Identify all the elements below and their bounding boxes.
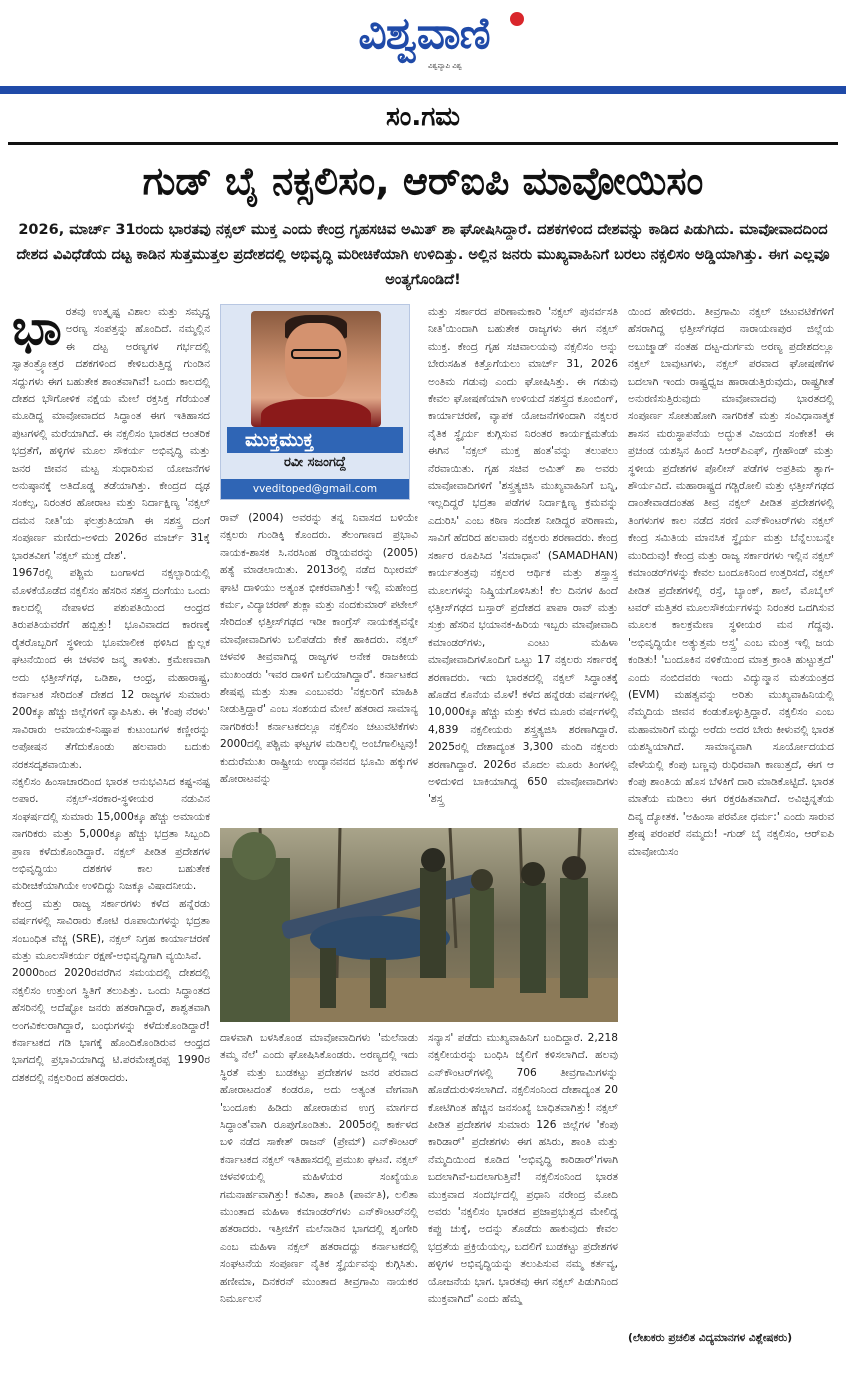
column-title: ಮುಕ್ತಮುಕ್ತ — [227, 427, 403, 453]
paragraph: ಮತ್ತು ಸರ್ಕಾರದ ಪರಿಣಾಮಕಾರಿ 'ನಕ್ಸಲ್ ಪುನರ್ವಸತಿ ನೀತಿ'ಯಿಂದಾಗಿ ಬಹುತೇಕ ರಾಜ್ಯಗಳು ಈಗ ನಕ್ಸಲ್ ಮುಕ್ತ. ಕೇಂದ್ರ ಗೃಹ ಸಚಿವಾಲಯವು ನಕ್ಸಲಿಸಂ ಅನ್ನು ಬೇರುಸಹಿತ ಕಿತ್ತೊಗೆಯಲು ಮಾರ್ಚ್ 31, 2026 ಅಂತಿಮ ಗಡುವು ಎಂದು ಘೋಷಿಸಿತ್ತು. ಈ ಗಡುವು ಕೇವಲ ಘೋಷಣೆಯಾಗಿ ಉಳಿಯದೆ ಸಶಸ್ತ್ರದ ಕೂಂಬಿಂಗ್, ಕಾರ್ಯಾಚರಣೆ, ವ್ಯಾಪಕ ಯೋಜನೆಗಳಿಂದಾಗಿ ನಕ್ಸಲರ ನೈತಿಕ ಸ್ಥೈರ್ಯ ಕುಗ್ಗಿಸುವ ನಿರಂತರ ಕಾರ್ಯಕ್ಷಮತೆಯ ಈಗಿನ 'ನಕ್ಸಲ್ ಮುಕ್ತ ಹಂತ'ವನ್ನು ತಲುಪಲು ನೆರವಾಯಿತು. ಗೃಹ ಸಚಿವ ಅಮಿತ್ ಶಾ ಅವರು ಮಾವೋವಾದಿಗಳಿಗೆ 'ಶಸ್ತ್ರತ್ಯಜಿಸಿ ಮುಖ್ಯವಾಹಿನಿಗೆ ಬನ್ನಿ, ಇಲ್ಲದಿದ್ದರೆ ಭದ್ರತಾ ಪಡೆಗಳ ನಿರ್ದಾಕ್ಷಿಣ್ಯ ಕ್ರಮವನ್ನು ಎದುರಿಸಿ' ಎಂಬ ಕಠಿಣ ಸಂದೇಶ ನೀಡಿದ್ದರ ಪರಿಣಾಮ, ಸಾವಿಗೆ ಹೆದರಿದ ಹಲವಾರು ನಕ್ಸಲರು ಶರಣಾದರು. ಕೇಂದ್ರ ಸರ್ಕಾರ ರೂಪಿಸಿದ 'ಸಮಾಧಾನ' (SAMADHAN) ಕಾರ್ಯತಂತ್ರವು ನಕ್ಸಲರ ಆರ್ಥಿಕ ಮತ್ತು ಶಸ್ತ್ರಾಸ್ತ್ರ ಮೂಲಗಳನ್ನು ನಿಷ್ಕ್ರಿಯಗೊಳಿಸಿತು! ಕೆಲ ದಿನಗಳ ಹಿಂದೆ ಛತ್ತೀಸ್‌ಗಢದ ಬಸ್ತಾರ್ ಪ್ರದೇಶದ ಪಾಪಾ ರಾವ್ ಮತ್ತು ಸುಕ್ರು ಹೆಸರಿನ ಭಯಾನಕ-ಹಿರಿಯ ಇಬ್ಬರು ಮಾವೋವಾದಿ ಕಮಾಂಡರ್‌ಗಳು, ಎಂಟು ಮಹಿಳಾ ಮಾವೋವಾದಿಗಳೊಂದಿಗೆ ಒಟ್ಟು 17 ನಕ್ಸಲರು ಸರ್ಕಾರಕ್ಕೆ ಶರಣಾದರು. ಇದು ಭಾರತದಲ್ಲಿ ನಕ್ಸಲ್ ಸಿದ್ಧಾಂತಕ್ಕೆ ಹೊಡೆದ ಕೊನೆಯ ಮೊಳೆ! ಕಳೆದ ಹನ್ನೆರಡು ವರ್ಷಗಳಲ್ಲಿ 10,000ಕ್ಕೂ ಹೆಚ್ಚು ಮತ್ತು ಕಳೆದ ಮೂರು ವರ್ಷಗಳಲ್ಲಿ 4,839 ನಕ್ಸಲೀಯರು ಶಸ್ತ್ರತ್ಯಜಿಸಿ ಶರಣಾಗಿದ್ದಾರೆ. 2025ರಲ್ಲಿ ದೇಶಾದ್ಯಂತ 3,300 ಮಂದಿ ನಕ್ಸಲರು ಶರಣಾಗಿದ್ದಾರೆ. 2026ರ ಮೊದಲ ಮೂರು ತಿಂಗಳಲ್ಲಿ ಅಳಿದುಳಿದ ಬಾಕಿಯಾಗಿದ್ದ 650 ಮಾವೋವಾದಿಗಳು 'ಶಸ್ತ್ರ — [428, 306, 618, 806]
paragraph: 1967ರಲ್ಲಿ ಪಶ್ಚಿಮ ಬಂಗಾಳದ ನಕ್ಸಲ್ಬಾರಿಯಲ್ಲಿ ಮೊಳಕೆಯೊಡೆದ ನಕ್ಸಲಿಸಂ ಹೆಸರಿನ ಸಶಸ್ತ್ರ ದಂಗೆಯು ಒಂದು ಕಾಲದಲ್ಲಿ ನೇಪಾಳದ ಪಶುಪತಿಯಿಂದ ಆಂಧ್ರದ ತಿರುಪತಿಯವರೆಗೆ ಹಬ್ಬಿತ್ತು! ಭೂವಿವಾದದ ಕಾರಣಕ್ಕೆ ರೈತರೊಬ್ಬರಿಗೆ ಸ್ಥಳೀಯ ಭೂಮಾಲೀಕ ಥಳಿಸಿದ ಕ್ಷುಲ್ಲಕ ಘಟನೆಯಿಂದ ಈ ಚಳವಳಿ ಜನ್ಮ ತಾಳಿತು. ಕ್ರಮೇಣವಾಗಿ ಅದು ಛತ್ತೀಸ್‌ಗಢ, ಒಡಿಶಾ, ಆಂಧ್ರ, ಮಹಾರಾಷ್ಟ್ರ, ಕರ್ನಾಟಕ ಸೇರಿದಂತೆ ದೇಶದ 12 ರಾಜ್ಯಗಳ ಸುಮಾರು 200ಕ್ಕೂ ಹೆಚ್ಚು ಜಿಲ್ಲೆಗಳಿಗೆ ವ್ಯಾಪಿಸಿತು. ಈ 'ಕೆಂಪು ನೆರಳು' ಸಾವಿರಾರು ಅಮಾಯಕ-ನಿಷ್ಪಾಪ ಕುಟುಂಬಗಳ ಕಣ್ಣೀರನ್ನು ಅಪೋಷನ ತೆಗೆದುಕೊಂಡು ಹಲವಾರು ಬದುಕು ನರಕಸದೃಶವಾಯಿತು. — [12, 567, 210, 771]
article-column-1 — [12, 304, 210, 1366]
paragraph: ದಾಳವಾಗಿ ಬಳಸಿಕೊಂಡ ಮಾವೋವಾದಿಗಳು 'ಮಲೆನಾಡು ತಮ್ಮ ನೆಲೆ' ಎಂದು ಘೋಷಿಸಿಕೊಂಡರು. ಅರಣ್ಯದಲ್ಲಿ ಇದು ಸ್ಥಿರತೆ ಮತ್ತು ಬುಡಕಟ್ಟು ಪ್ರದೇಶಗಳ ಜನರ ಪರವಾದ ಹೋರಾಟದಂತೆ ಕಂಡರೂ, ಅದು ಅತ್ಯಂತ ವೇಗವಾಗಿ 'ಬಂದೂಕು ಹಿಡಿದು ಹೋರಾಡುವ ಉಗ್ರ ಮಾರ್ಗದ ಸಿದ್ಧಾಂತ'ವಾಗಿ ರೂಪುಗೊಂಡಿತು. 2005ರಲ್ಲಿ ಕಾರ್ಕಳದ ಬಳಿ ನಡೆದ ಸಾಕೇತ್ ರಾಜನ್ (ಪ್ರೇಮ್) ಎನ್‌ಕೌಂಟರ್ ಕರ್ನಾಟಕದ ನಕ್ಸಲ್ ಇತಿಹಾಸದಲ್ಲಿ ಪ್ರಮುಖ ಘಟನೆ. ನಕ್ಸಲ್ ಚಳವಳಿಯಲ್ಲಿ ಮಹಿಳೆಯರ ಸಂಖ್ಯೆಯೂ ಗಮನಾರ್ಹವಾಗಿತ್ತು! ಕವಿತಾ, ಶಾಂತಿ (ಪಾರ್ವತಿ), ಲಲಿತಾ ಮುಂತಾದ ಮಹಿಳಾ ಕಮಾಂಡರ್‌ಗಳು ಎನ್‌ಕೌಂಟರ್‌ನಲ್ಲಿ ಹತರಾದರು. ಇತ್ತೀಚೆಗೆ ಮಲೆನಾಡಿನ ಭಾಗದಲ್ಲಿ ಶೃಂಗೇರಿ ಎಂಬ ಮಹಿಳಾ ನಕ್ಸಲ್ ಹತರಾದದ್ದು ಕರ್ನಾಟಕದಲ್ಲಿ ಸಂಘಟನೆಯ ಸಂಪೂರ್ಣ ನೈತಿಕ ಸ್ಥೈರ್ಯವನ್ನು ಕುಗ್ಗಿಸಿತು. ಹಣೀಮಾ, ದಿನಕರನ್ ಮುಂತಾದ ತೀವ್ರಗಾಮಿ ನಾಯಕರ ನಿರ್ಮೂಲನೆ — [220, 1032, 418, 1306]
paragraph: ಯಿಂದ ಹೇಳಿದರು. ತೀವ್ರಗಾಮಿ ನಕ್ಸಲ್ ಚಟುವಟಿಕೆಗಳಿಗೆ ಹೆಸರಾಗಿದ್ದ ಛತ್ತೀಸ್‌ಗಢದ ನಾರಾಯಣಪುರ ಜಿಲ್ಲೆಯ ಅಬುಜ್ಮಾಡ್ ನಂತಹ ದಟ್ಟ-ದುರ್ಗಮ ಅರಣ್ಯ ಪ್ರದೇಶದಲ್ಲೂ ನಕ್ಸಲ್ ಬಾವುಟಗಳು, ನಕ್ಸಲ್ ಪರವಾದ ಘೋಷಣೆಗಳ ಬದಲಾಗಿ ಇಂದು ರಾಷ್ಟ್ರಧ್ವಜ ಹಾರಾಡುತ್ತಿರುವುದು, ರಾಷ್ಟ್ರಗೀತೆ ಅನುರಣಿಸುತ್ತಿರುವುದು ಮಾವೋವಾದವು ಭಾರತದಲ್ಲಿ ಸಂಪೂರ್ಣ ಸೋತುಹೋಗಿ ನಾಗರಿಕತೆ ಮತ್ತು ಸಂವಿಧಾನಾತ್ಮಕ ಶಾಸನ ಮರುಸ್ಥಾಪನೆಯ ಅದ್ಭುತ ವಿಜಯದ ಸಂಕೇತ! ಈ ಪ್ರಚಂಡ ಯಶಸ್ಸಿನ ಹಿಂದೆ ಸಿಆರ್‌ಪಿಎಫ್, ಗ್ರೇಹೌಂಡ್ ಮತ್ತು ಸ್ಥಳೀಯ ಪ್ರದೇಶಗಳ ಪೊಲೀಸ್ ಪಡೆಗಳ ಅಪ್ರತಿಮ ತ್ಯಾಗ-ಶೌರ್ಯವಿದೆ. ಮಹಾರಾಷ್ಟ್ರದ ಗಡ್ಚಿರೋಲಿ ಮತ್ತು ಛತ್ತೀಸ್‌ಗಢದ ದಾಂತೇವಾಡದಂತಹ ತೀವ್ರ ನಕ್ಸಲ್ ಪೀಡಿತ ಪ್ರದೇಶಗಳಲ್ಲಿ ತಿಂಗಳುಗಳ ಕಾಲ ನಡೆದ ಸರಣಿ ಎನ್‌ಕೌಂಟರ್‌ಗಳು ನಕ್ಸಲ್ ಕೇಂದ್ರ ಸಮಿತಿಯ ಮಾನಸಿಕ ಸ್ಥೈರ್ಯ ಮತ್ತು ಬೆನ್ನೆಲುಬನ್ನೇ ಮುರಿದುವು! ಕೇಂದ್ರ ಮತ್ತು ರಾಜ್ಯ ಸರ್ಕಾರಗಳು ಇಲ್ಲಿನ ನಕ್ಸಲ್ ಕಮಾಂಡರ್‌ಗಳನ್ನು ಕೇವಲ ಬಂದೂಕಿನಿಂದ ಉತ್ತರಿಸದೆ, ನಕ್ಸಲ್ ಪೀಡಿತ ಪ್ರದೇಶಗಳಲ್ಲಿ ರಸ್ತೆ, ಬ್ಯಾಂಕ್, ಶಾಲೆ, ಮೊಬೈಲ್ ಟವರ್ ಮತ್ತಿತರ ಮೂಲಸೌಕರ್ಯಗಳನ್ನು ನಿರಂತರ ಒದಗಿಸುವ ಮೂಲಕ ಕಾಲಕ್ರಮೇಣ ಸ್ಥಳೀಯರ ಮನ ಗೆದ್ದವು. 'ಅಭಿವೃದ್ಧಿಯೇ ಅತ್ಯುತ್ತಮ ಅಸ್ತ್ರ' ಎಂಬ ಮಂತ್ರ ಇಲ್ಲಿ ಜಯ ಕಂಡಿತು! 'ಬಂದೂಕಿನ ನಳಿಕೆಯಿಂದ ಮಾತ್ರ ಕ್ರಾಂತಿ ಹುಟ್ಟುತ್ತದೆ' ಎಂದು ನಂಬಿದವರು ಇಂದು ವಿದ್ಯುನ್ಮಾನ ಮತಯಂತ್ರದ (EVM) ಮಹತ್ವವನ್ನು ಅರಿತು ಮುಖ್ಯವಾಹಿನಿಯಲ್ಲಿ ನೆಮ್ಮದಿಯ ಜೀವನ ಕಂಡುಕೊಳ್ಳುತ್ತಿದ್ದಾರೆ. ನಕ್ಸಲಿಸಂ ಎಂಬ ಮಹಾಮಾರಿಗೆ ಮದ್ದು ಅರೆದು ಅದರ ಬೇರು ಕೀಳುವಲ್ಲಿ ಭಾರತ ಯಶಸ್ವಿಯಾಗಿದೆ. ಸಾಮಾನ್ಯವಾಗಿ ಸೂರ್ಯೋದಯದ ವೇಳೆಯಲ್ಲಿ ಕೆಂಪು ಬಣ್ಣವು ರುಧಿರವಾಗಿ ಕಾಣುತ್ತದೆ, ಈಗ ಆ ಕೆಂಪು ಶಾಂತಿಯ ಹೊಸ ಬೆಳಕಿಗೆ ದಾರಿ ಮಾಡಿಕೊಟ್ಟಿದೆ. ಭಾರತ ಮಾತೆಯ ಮಡಿಲು ಈಗ ರಕ್ತರಹಿತವಾಗಿದೆ. ಅವಿಚ್ಛಿನ್ನತೆಯ ದಿವ್ಯ ದ್ಯೋತಕ. 'ಅಹಿಂಸಾ ಪರಮೋ ಧರ್ಮ:' ಎಂದು ಸಾರುವ ಶ್ರೇಷ್ಠ ಪರಂಪರೆ ನಮ್ಮದು! -ಗುಡ್ ಬೈ ನಕ್ಸಲಿಸಂ, ಆರ್‌ಐಪಿ ಮಾವೋಯಿಸಂ — [628, 306, 834, 858]
logo-tagline: ವಿಶ್ವವ್ಯಾಪಿ ವಿಶ್ವ — [428, 62, 462, 70]
paragraph: ನಕ್ಸಲಿಸಂ ಹಿಂಸಾಚಾರದಿಂದ ಭಾರತ ಅನುಭವಿಸಿದ ಕಷ್ಟ-ನಷ್ಟ ಅಪಾರ. ನಕ್ಸಲ್-ಸರಕಾರ-ಸ್ಥಳೀಯರ ನಡುವಿನ ಸಂಘರ್ಷದಲ್ಲಿ ಸುಮಾರು 15,000ಕ್ಕೂ ಹೆಚ್ಚು ಅಮಾಯಕ ನಾಗರಿಕರು ಮತ್ತು 5,000ಕ್ಕೂ ಹೆಚ್ಚು ಭದ್ರತಾ ಸಿಬ್ಬಂದಿ ಪ್ರಾಣ ಕಳೆದುಕೊಂಡಿದ್ದಾರೆ. ನಕ್ಸಲ್ ಪೀಡಿತ ಪ್ರದೇಶಗಳ ಅಭಿವೃದ್ಧಿಯು ದಶಕಗಳ ಕಾಲ ಬಹುತೇಕ ಮರೀಚಿಕೆಯಾಗಿಯೇ ಉಳಿದಿದ್ದು ನಿಜಕ್ಕೂ ವಿಷಾದನೀಯ. — [12, 775, 210, 893]
paragraph: ಕೇಂದ್ರ ಮತ್ತು ರಾಜ್ಯ ಸರ್ಕಾರಗಳು ಕಳೆದ ಹನ್ನೆರಡು ವರ್ಷಗಳಲ್ಲಿ ಸಾವಿರಾರು ಕೋಟಿ ರೂಪಾಯಿಗಳನ್ನು ಭದ್ರತಾ ಸಂಬಂಧಿತ ವೆಚ್ಚ (SRE), ನಕ್ಸಲ್ ನಿಗ್ರಹ ಕಾರ್ಯಾಚರಣೆ ಮತ್ತು ಮೂಲಸೌಕರ್ಯ ರಕ್ಷಣೆ-ಅಭಿವೃದ್ಧಿಗಾಗಿ ವ್ಯಯಿಸಿವೆ. — [12, 897, 210, 963]
article-photo — [220, 828, 618, 1022]
article-column-3-bottom — [428, 1030, 618, 1370]
article-column-2-top — [220, 510, 418, 820]
paragraph: ರತವು ಉತ್ಕೃಷ್ಟ ವಿಶಾಲ ಮತ್ತು ಸಮೃದ್ಧ ಅರಣ್ಯ ಸಂಪತ್ತನ್ನು ಹೊಂದಿದೆ. ನಮ್ಮಲ್ಲಿನ ಈ ದಟ್ಟ ಅರಣ್ಯಗಳ ಗರ್ಭದಲ್ಲಿ ಸ್ವಾತಂತ್ರ್ಯೋತ್ತರ ದಶಕಗಳಿಂದ ಕೇಳಿಬರುತ್ತಿದ್ದ ಗುಂಡಿನ ಸದ್ದುಗಳು ಈಗ ಬಹುತೇಕ ಶಾಂತವಾಗಿವೆ! ಒಂದು ಕಾಲದಲ್ಲಿ ದೇಶದ ಭೌಗೋಳಿಕ ನಕ್ಷೆಯ ಮೇಲೆ ರಕ್ತಸಿಕ್ತ ಗೆರೆಯಂತೆ ಮೂಡಿದ್ದ ಮಾವೋವಾದದ ಸಿದ್ಧಾಂತ ಈಗ ಇತಿಹಾಸದ ಪುಟಗಳಲ್ಲಿ ಮರೆಯಾಗಿದೆ. ಈ ನಕ್ಸಲಿಸಂ ಭಾರತದ ಆಂತರಿಕ ಭದ್ರತೆಗೆ, ಹಳ್ಳಿಗಳ ಮೂಲ ಸೌಕರ್ಯ ಅಭಿವೃದ್ಧಿ ಮತ್ತು ಜನರ ಜೀವನ ಮಟ್ಟ ಸುಧಾರಿಸುವ ಯೋಜನೆಗಳ ಅನುಷ್ಠಾನಕ್ಕೆ ಅತಿದೊಡ್ಡ ತಡೆಯಾಗಿತ್ತು. ಕೇಂದ್ರದ ದೃಢ ಸಂಕಲ್ಪ, ನಿರಂತರ ಹೋರಾಟ ಮತ್ತು ನಿರ್ದಾಕ್ಷಿಣ್ಯ 'ನಕ್ಸಲ್ ದಮನ ನೀತಿ'ಯ ಫಲಶ್ರುತಿಯಾಗಿ ಈ ಸಶಸ್ತ್ರ ದಂಗೆ ಸಂಪೂರ್ಣ ಮಣಿದು-ಅಳಿದು 2026ರ ಮಾರ್ಚ್ 31ಕ್ಕೆ ಭಾರತವೀಗ 'ನಕ್ಸಲ್ ಮುಕ್ತ ದೇಶ'. — [12, 306, 210, 562]
author-photo — [251, 311, 381, 427]
byline-note: (ಲೇಖಕರು ಪ್ರಚಲಿತ ವಿದ್ಯಮಾನಗಳ ವಿಶ್ಲೇಷಕರು) — [628, 1332, 793, 1344]
masthead — [0, 0, 846, 96]
article-deck: 2026, ಮಾರ್ಚ್ 31ರಂದು ಭಾರತವು ನಕ್ಸಲ್ ಮುಕ್ತ ಎಂದು ಕೇಂದ್ರ ಗೃಹಸಚಿವ ಅಮಿತ್ ಶಾ ಘೋಷಿಸಿದ್ದಾರೆ. ದಶಕಗಳಿಂದ ದೇಶವನ್ನು ಕಾಡಿದ ಪಿಡುಗಿದು. ಮಾವೋವಾದದಿಂದ ದೇಶದ ವಿವಿಧೆಡೆಯ ದಟ್ಟ ಕಾಡಿನ ಸುತ್ತಮುತ್ತಲ ಪ್ರದೇಶದಲ್ಲಿ ಅಭಿವೃದ್ಧಿ ಮರೀಚಿಕೆಯಾಗಿ ಉಳಿದಿತ್ತು. ಅಲ್ಲಿನ ಜನರು ಮುಖ್ಯವಾಹಿನಿಗೆ ಬರಲು ನಕ್ಸಲಿಸಂ ಅಡ್ಡಿಯಾಗಿತ್ತು. ಈಗ ಎಲ್ಲವೂ ಅಂತ್ಯಗೊಂಡಿದೆ! — [16, 222, 830, 288]
paragraph: ಸನ್ಯಾಸ' ಪಡೆದು ಮುಖ್ಯವಾಹಿನಿಗೆ ಬಂದಿದ್ದಾರೆ. 2,218 ನಕ್ಸಲೀಯರನ್ನು ಬಂಧಿಸಿ ಜೈಲಿಗೆ ಕಳಿಸಲಾಗಿದೆ. ಹಲವು ಎನ್‌ಕೌಂಟರ್‌ಗಳಲ್ಲಿ 706 ತೀವ್ರಗಾಮಿಗಳನ್ನು ಹೊಡೆದುರುಳಿಸಲಾಗಿದೆ. ನಕ್ಸಲಿಸಂನಿಂದ ದೇಶಾದ್ಯಂತ 20 ಕೋಟಿಗಿಂತ ಹೆಚ್ಚಿನ ಜನಸಂಖ್ಯೆ ಬಾಧಿತವಾಗಿತ್ತು! ನಕ್ಸಲ್ ಪೀಡಿತ ಪ್ರದೇಶಗಳ ಸುಮಾರು 126 ಜಿಲ್ಲೆಗಳ 'ಕೆಂಪು ಕಾರಿಡಾರ್' ಪ್ರದೇಶಗಳು ಈಗ ಹಸಿರು, ಶಾಂತಿ ಮತ್ತು ನೆಮ್ಮದಿಯಿಂದ ಕೂಡಿದ 'ಅಭಿವೃದ್ಧಿ ಕಾರಿಡಾರ್'ಗಳಾಗಿ ಬದಲಾಗಿವೆ-ಬದಲಾಗುತ್ತಿವೆ! ನಕ್ಸಲಿಸಂನಿಂದ ಭಾರತ ಮುಕ್ತವಾದ ಸಂದರ್ಭದಲ್ಲಿ ಪ್ರಧಾನಿ ನರೇಂದ್ರ ಮೋದಿ ಅವರು 'ನಕ್ಸಲಿಸಂ ಭಾರತದ ಪ್ರಜಾಪ್ರಭುತ್ವದ ಮೇಲಿದ್ದ ಕಪ್ಪು ಚುಕ್ಕೆ, ಅದನ್ನು ತೊಡೆದು ಹಾಕುವುದು ಕೇವಲ ಭದ್ರತೆಯ ಪ್ರಕ್ರಿಯೆಯಲ್ಲ, ಬದಲಿಗೆ ಬುಡಕಟ್ಟು ಪ್ರದೇಶಗಳ ಹಳ್ಳಿಗಳ ಅಭಿವೃದ್ಧಿಯನ್ನು ತಲುಪಿಸುವ ನಮ್ಮ ಕರ್ತವ್ಯ, ಯೋಜನೆಯ ಭಾಗ. ಭಾರತವು ಈಗ ನಕ್ಸಲ್ ಪಿಡುಗಿನಿಂದ ಮುಕ್ತವಾಗಿದೆ' ಎಂದು ಹೆಮ್ಮೆ — [428, 1032, 618, 1306]
section-tag: ಸಂ.ಗಮ — [386, 102, 460, 132]
logo-text: ವಿಶ್ವವಾಣಿ — [358, 8, 490, 59]
paragraph: 2000ರಿಂದ 2020ರವರೆಗಿನ ಸಮಯದಲ್ಲಿ ದೇಶದಲ್ಲಿ ನಕ್ಸಲಿಸಂ ಉತ್ತುಂಗ ಸ್ಥಿತಿಗೆ ತಲುಪಿತ್ತು. ಒಂದು ಸಿದ್ಧಾಂತದ ಹೆಸರಿನಲ್ಲಿ ಅದೆಷ್ಟೋ ಜನರು ಹತರಾಗಿದ್ದಾರೆ, ಶಾಶ್ವತವಾಗಿ ಅಂಗವಿಕಲರಾಗಿದ್ದಾರೆ, ಬಂಧುಗಳನ್ನು ಕಳೆದುಕೊಂಡಿದ್ದಾರೆ! ಕರ್ನಾಟಕದ ಗಡಿ ಭಾಗಕ್ಕೆ ಹೊಂದಿಕೊಂಡಿರುವ ಆಂಧ್ರದ ಭಾಗದಲ್ಲಿ ಪ್ರಭಾವಿಯಾಗಿದ್ದ ಟಿ.ಪರಮೇಶ್ವರಪ್ಪ 1990ರ ದಶಕದಲ್ಲಿ ನಕ್ಸಲರಿಂದ ಹತರಾದರು. — [12, 967, 210, 1084]
logo[interactable] — [318, 6, 530, 76]
masthead-rule — [0, 86, 846, 94]
author-name: ರವೀ ಸಜಂಗದ್ದೆ — [283, 455, 347, 470]
dropcap: ಭಾ — [12, 304, 62, 356]
columnist-box — [220, 304, 410, 500]
author-email-link[interactable]: vveditoped@gmail.com — [221, 479, 409, 499]
section-divider — [8, 142, 838, 145]
logo-dot-icon — [510, 12, 524, 26]
article-column-4 — [628, 304, 834, 1324]
page-headline: ಗುಡ್ ಬೈ ನಕ್ಸಲಿಸಂ, ಆರ್‌ಐಪಿ ಮಾವೋಯಿಸಂ — [142, 159, 704, 203]
paragraph: ರಾವ್ (2004) ಅವರನ್ನು ತನ್ನ ನಿವಾಸದ ಬಳಿಯೇ ನಕ್ಸಲರು ಗುಂಡಿಕ್ಕಿ ಕೊಂದರು. ತೆಲಂಗಾಣದ ಪ್ರಭಾವಿ ನಾಯಕ-ಶಾಸಕ ಸಿ.ನರಸಿಂಹ ರೆಡ್ಡಿಯವರನ್ನು (2005) ಹತ್ಯೆ ಮಾಡಲಾಯಿತು. 2013ರಲ್ಲಿ ನಡೆದ ಝೀರಮ್ ಘಾಟಿ ದಾಳಿಯು ಅತ್ಯಂತ ಭೀಕರವಾಗಿತ್ತು! ಇಲ್ಲಿ ಮಹೇಂದ್ರ ಕರ್ಮ, ವಿದ್ಯಾಚರಣ್ ಶುಕ್ಲಾ ಮತ್ತು ನಂದಕುಮಾರ್ ಪಟೇಲ್ ಸೇರಿದಂತೆ ಛತ್ತೀಸ್‌ಗಢದ ಇಡೀ ಕಾಂಗ್ರೆಸ್ ನಾಯಕತ್ವವನ್ನೇ ಮಾವೋವಾದಿಗಳು ಬಲಿಪಡೆದು ಕೇಕೆ ಹಾಕಿದರು. ನಕ್ಸಲ್ ಚಳವಳಿ ತೀವ್ರವಾಗಿದ್ದ ರಾಜ್ಯಗಳ ಅನೇಕ ರಾಜಕೀಯ ಮುಖಂಡರು 'ಇವರ ದಾಳಿಗೆ ಬಲಿಯಾಗಿದ್ದಾರೆ'. ಕರ್ನಾಟಕದ ಶೇಷಪ್ಪ ಮತ್ತು ಸುತಾ ಎಂಬುವರು 'ನಕ್ಸಲರಿಗೆ ಮಾಹಿತಿ ನೀಡುತ್ತಿದ್ದಾರೆ' ಎಂಬ ಸಂಶಯದ ಮೇಲೆ ಹತರಾದ ಸಾಮಾನ್ಯ ನಾಗರಿಕರು! ಕರ್ನಾಟಕದಲ್ಲೂ ನಕ್ಸಲಿಸಂ ಚಟುವಟಿಕೆಗಳು 2000ದಲ್ಲಿ ಪಶ್ಚಿಮ ಘಟ್ಟಗಳ ಮಡಿಲಲ್ಲಿ ಅಂಬೆಗಾಲಿಟ್ಟವು! ಕುದುರೆಮುಖ ರಾಷ್ಟ್ರೀಯ ಉದ್ಯಾನವನದ ಭೂಮಿ ಹಕ್ಕುಗಳ ಹೋರಾಟವನ್ನು — [220, 512, 418, 786]
article-column-3-top — [428, 304, 618, 820]
article-column-2-bottom — [220, 1030, 418, 1370]
